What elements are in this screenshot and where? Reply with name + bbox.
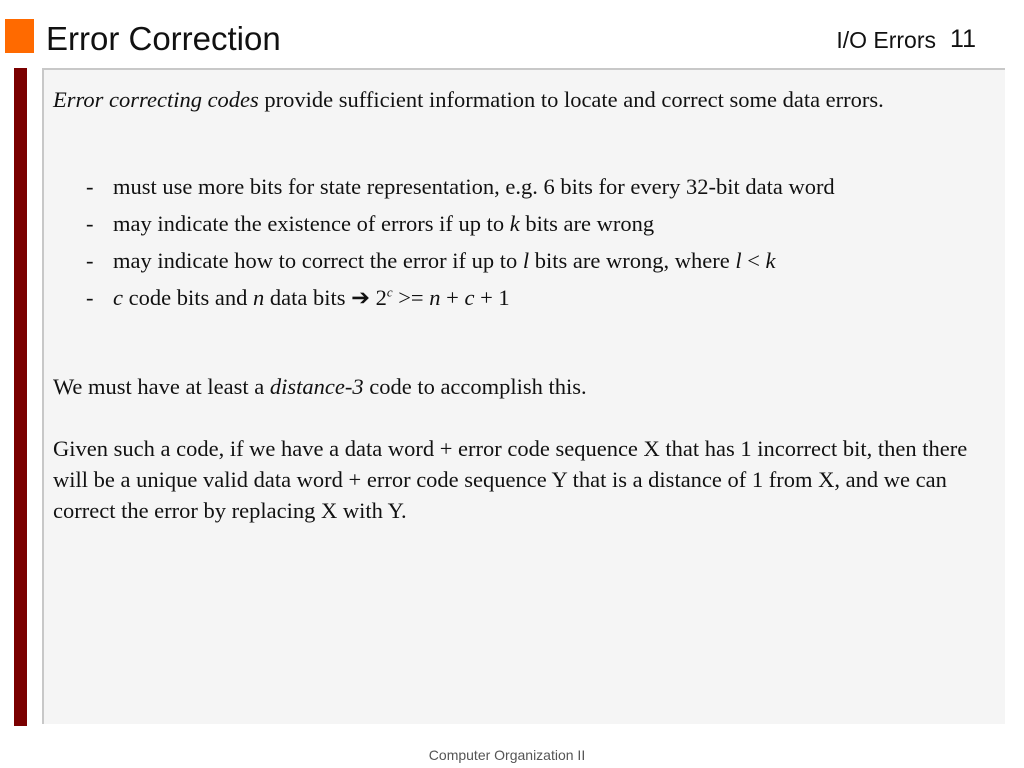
- variable-k: k: [765, 248, 776, 273]
- variable-c: c: [464, 285, 475, 310]
- bullet-text: may indicate the existence of errors if up to: [113, 211, 510, 236]
- bullet-text: code bits and: [123, 285, 253, 310]
- correction-paragraph: Given such a code, if we have a data word + error code sequence X that has 1 incorrect bit, then there will be a unique valid data word + error code sequence Y that is a distance of 1 from X, and we can correct the error by replacing X with Y.: [53, 436, 968, 523]
- list-item: [86, 279, 986, 316]
- bullet-text: must use more bits for state representation, e.g. 6 bits for every 32-bit data word: [113, 174, 835, 199]
- side-bar: [14, 68, 27, 726]
- list-item: [86, 168, 986, 205]
- bullet-list: [86, 168, 986, 316]
- bullet-text: 2: [369, 285, 387, 310]
- variable-k: k: [509, 211, 520, 236]
- bullet-text: bits are wrong: [519, 211, 655, 236]
- paragraph-text: code to accomplish this.: [363, 374, 587, 399]
- variable-l: l: [735, 248, 742, 273]
- bullet-text: >=: [392, 285, 430, 310]
- bullet-dash: -: [86, 248, 94, 273]
- bullet-text: bits are wrong, where: [529, 248, 736, 273]
- arrow-icon: ➔: [351, 285, 370, 310]
- superscript-c: c: [386, 284, 393, 300]
- bullet-text: + 1: [474, 285, 510, 310]
- intro-rest: provide sufficient information to locate and correct some data errors.: [258, 87, 884, 112]
- bullet-text: +: [440, 285, 465, 310]
- bullet-dash: -: [86, 174, 94, 199]
- list-item: [86, 242, 986, 279]
- footer: Computer Organization II: [428, 747, 586, 763]
- variable-n: n: [429, 285, 441, 310]
- bullet-text: data bits: [264, 285, 352, 310]
- variable-c: c: [113, 285, 123, 310]
- bullet-text: may indicate how to correct the error if up to: [113, 248, 523, 273]
- variable-l: l: [522, 248, 530, 273]
- slide-topic: I/O Errors: [836, 27, 936, 53]
- accent-square: [5, 19, 34, 53]
- intro-term: Error correcting codes: [53, 87, 259, 112]
- bullet-dash: -: [86, 285, 94, 310]
- distance-paragraph: [53, 371, 983, 402]
- variable-n: n: [252, 285, 265, 310]
- page-number: 11: [950, 25, 976, 53]
- paragraph-text: We must have at least a: [53, 374, 270, 399]
- distance-term: distance-3: [269, 374, 364, 399]
- list-item: [86, 205, 986, 242]
- less-than: <: [741, 248, 766, 273]
- intro-paragraph: [53, 84, 983, 115]
- bullet-dash: -: [86, 211, 94, 236]
- slide-title: Error Correction: [46, 20, 281, 57]
